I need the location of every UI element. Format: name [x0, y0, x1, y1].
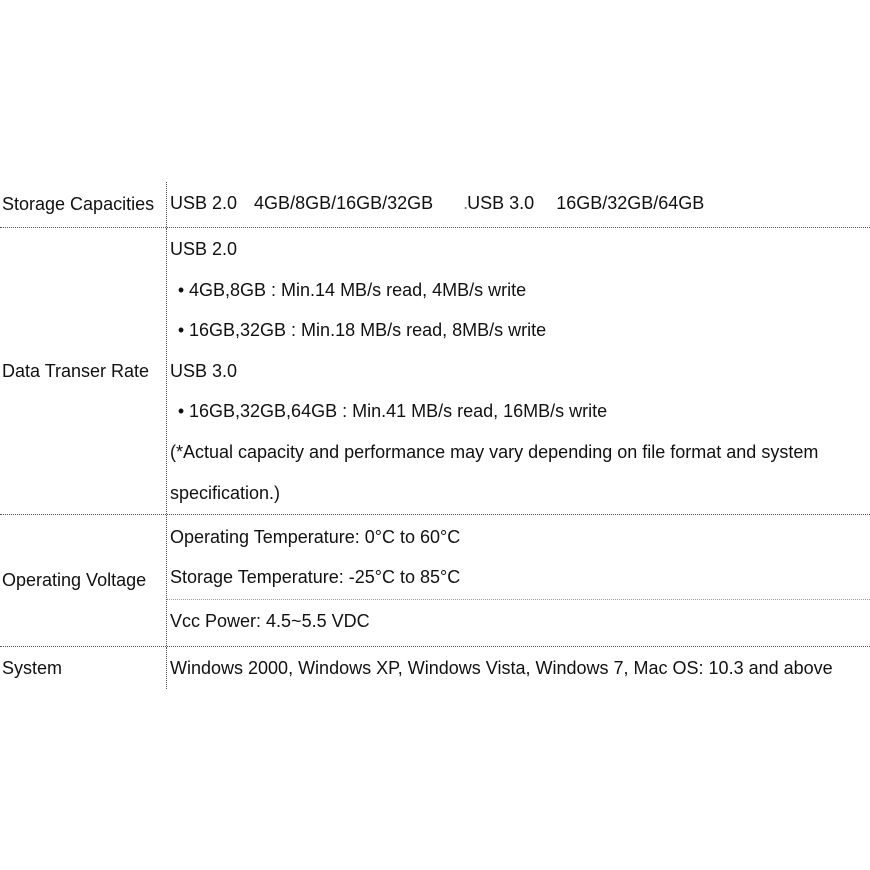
operating-row: [0, 515, 870, 647]
storage-usb3-sizes: 16GB/32GB/64GB: [556, 193, 705, 213]
storage-usb3-name: USB 3.0: [467, 193, 535, 213]
spec-table: [0, 182, 870, 689]
rate-usb2-heading: USB 2.0: [170, 239, 238, 259]
storage-row: [0, 182, 870, 228]
rate-usb3-line1-text: 16GB,32GB,64GB : Min.41 MB/s read, 16MB/s write: [189, 401, 608, 422]
bullet-icon: •: [177, 401, 185, 422]
storage-label: Storage Capacities: [0, 182, 167, 227]
rate-note-line1: (*Actual capacity and performance may vary depending on file format and system: [170, 441, 819, 462]
rate-row: [0, 228, 870, 515]
bullet-icon: •: [177, 320, 185, 341]
rate-usb3-line1: [170, 391, 870, 432]
rate-usb2-line2-text: 16GB,32GB : Min.18 MB/s read, 8MB/s write: [189, 320, 547, 341]
rate-note-line2: specification.): [170, 482, 281, 503]
rate-label: Data Transer Rate: [0, 228, 167, 514]
system-row: [0, 647, 870, 689]
rate-usb2-line1: [170, 270, 870, 311]
rate-usb3-heading: USB 3.0: [170, 360, 238, 381]
power-cell: [167, 600, 870, 632]
bullet-icon: •: [177, 279, 185, 300]
system-value: Windows 2000, Windows XP, Windows Vista, Windows 7, Mac OS: 10.3 and above: [170, 658, 833, 678]
operating-label: Operating Voltage: [0, 515, 167, 646]
storage-value: [167, 182, 870, 227]
operating-temperature: Operating Temperature: 0°C to 60°C: [170, 527, 461, 547]
rate-usb2-line2: [170, 310, 870, 351]
storage-usb2-sizes: 4GB/8GB/16GB/32GB: [254, 193, 434, 213]
rate-value: [167, 228, 870, 514]
storage-usb2-name: USB 2.0: [170, 193, 238, 213]
system-label: System: [0, 647, 167, 689]
vcc-power: Vcc Power: 4.5~5.5 VDC: [170, 611, 370, 631]
operating-value: [167, 515, 870, 646]
rate-usb2-line1-text: 4GB,8GB : Min.14 MB/s read, 4MB/s write: [189, 279, 527, 300]
temperature-cell: [167, 515, 870, 600]
storage-separator: .: [463, 193, 469, 213]
storage-temperature: Storage Temperature: -25°C to 85°C: [170, 567, 461, 587]
